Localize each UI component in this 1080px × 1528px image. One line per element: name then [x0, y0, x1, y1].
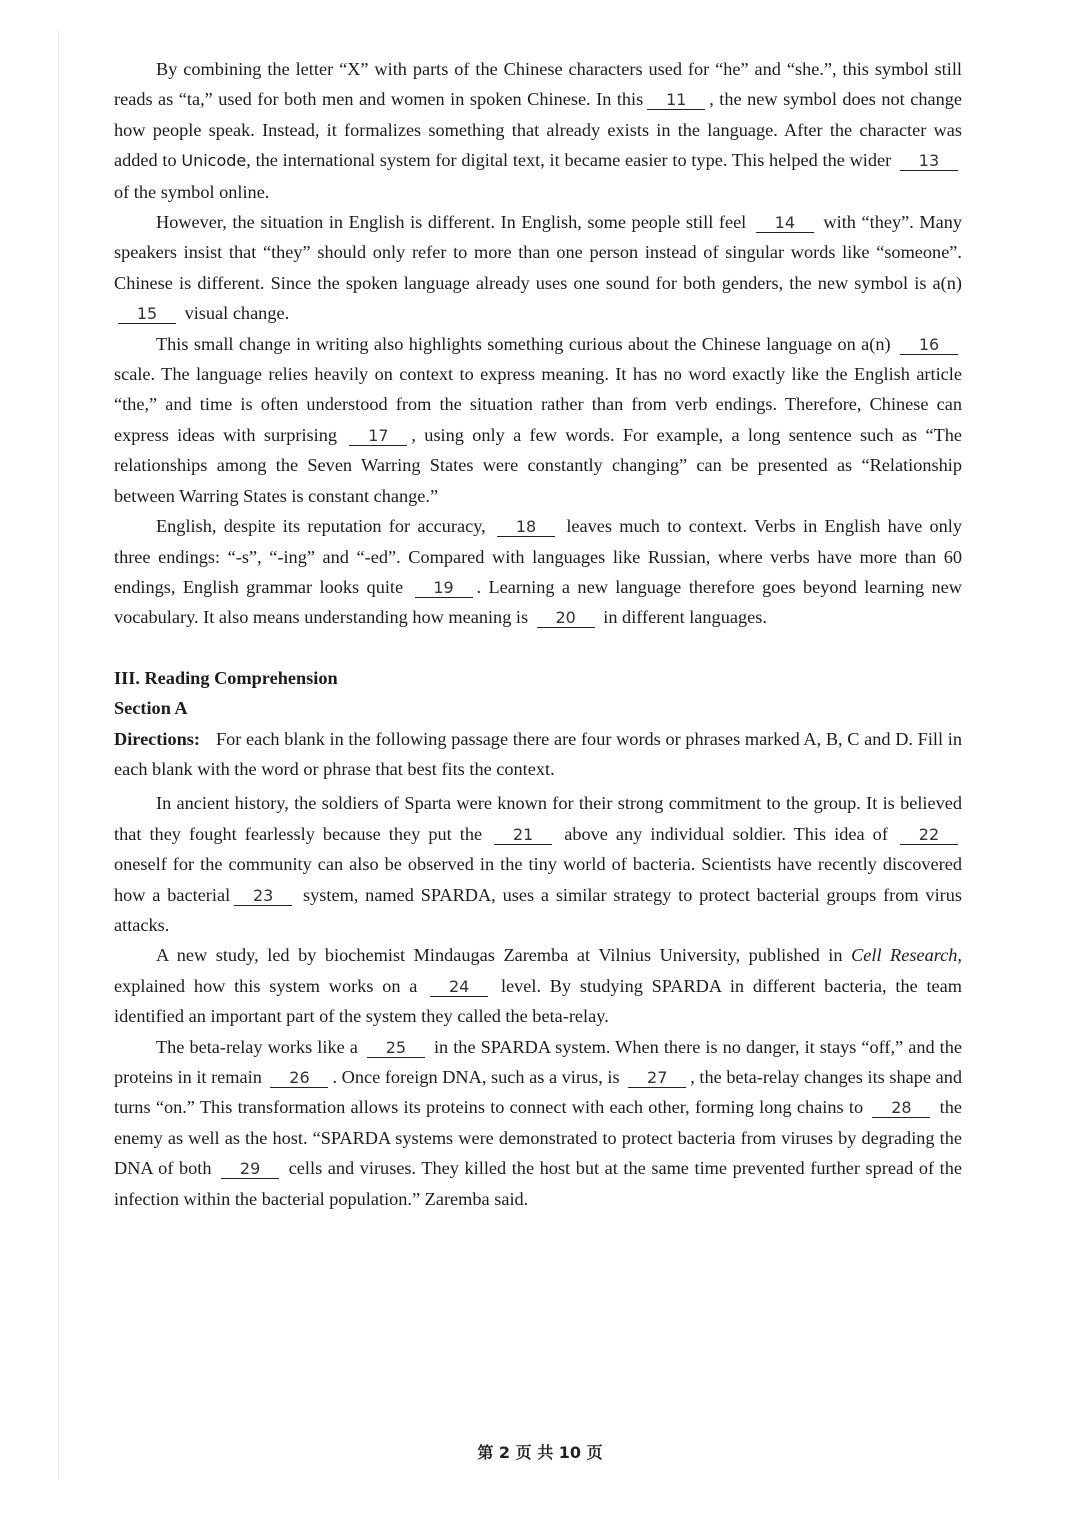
answer-blank-15: 15 [118, 304, 176, 324]
text: level. By studying SPARDA in different bacteria, the team identified an important part of the system they called the beta-relay. [114, 975, 962, 1027]
text: This small change in writing also highlights something curious about the Chinese language on a(n) [156, 333, 891, 354]
text: cells and viruses. They killed the host but at the same time prevented further spread of the infection within the bacterial population.” Zaremba said. [114, 1158, 962, 1209]
text: of the symbol online. [114, 181, 270, 202]
passage2-paragraph-2 [114, 940, 962, 1031]
text: oneself for the community can also be observed in the tiny world of bacteria. Scientists have recently discovered how a bacterial [114, 854, 962, 905]
answer-blank-22: 22 [900, 825, 958, 845]
text: with “they”. Many speakers insist that “they” should only refer to more than one person instead of singular words like “someone”. Chinese is different. Since the spoken language already uses one sound for both genders, the new symbol is a(n) [114, 212, 962, 293]
answer-blank-23: 23 [234, 886, 292, 906]
exam-page [114, 54, 962, 1214]
answer-blank-24: 24 [430, 977, 488, 997]
passage1-paragraph-3 [114, 329, 962, 511]
text: in the SPARDA system. When there is no danger, it stays “off,” and the proteins in it remain [114, 1036, 962, 1087]
text: The beta-relay works like a [156, 1036, 358, 1057]
passage1-paragraph-2 [114, 207, 962, 329]
text: system, named SPARDA, uses a similar strategy to protect bacterial groups from virus attacks. [114, 884, 962, 935]
journal-name: Cell Research [851, 945, 958, 966]
text: in different languages. [603, 607, 767, 628]
answer-blank-14: 14 [756, 213, 814, 233]
answer-blank-11: 11 [647, 90, 705, 110]
text: A new study, led by biochemist Mindaugas Zaremba at Vilnius University, published in [156, 945, 843, 966]
answer-blank-20: 20 [537, 608, 595, 628]
text: , explained how this system works on a [114, 945, 962, 996]
text: leaves much to context. Verbs in English have only three endings: “-s”, “-ing” and “-ed”. Compared with languages like Russian, where verbs have more than 60 endings, English grammar looks quite [114, 516, 962, 597]
handwritten-unicode: Unicode [181, 151, 247, 171]
page-footer: 第 2 页 共 10 页 [477, 1443, 603, 1462]
text: In ancient history, the soldiers of Sparta were known for their strong commitment to the group. It is believed that they fought fearlessly because they put the [114, 793, 962, 844]
text: scale. The language relies heavily on context to express meaning. It has no word exactly like the English article “the,” and time is often understood from the situation rather than from verb endings. Therefore, Chinese can express ideas with surprising [114, 364, 962, 445]
answer-blank-18: 18 [497, 517, 555, 537]
text: above any individual soldier. This idea of [564, 823, 888, 844]
answer-blank-19: 19 [415, 578, 473, 598]
answer-blank-29: 29 [221, 1159, 279, 1179]
directions [114, 724, 962, 785]
section-subtitle: Section A [114, 698, 188, 719]
text: . Once foreign DNA, such as a virus, is [332, 1067, 620, 1087]
answer-blank-25: 25 [367, 1038, 425, 1058]
text: However, the situation in English is different. In English, some people still feel [156, 212, 747, 233]
answer-blank-17: 17 [349, 426, 407, 446]
directions-label: Directions: [114, 728, 200, 749]
passage1-paragraph-1 [114, 54, 962, 207]
text: English, despite its reputation for accuracy, [156, 516, 486, 537]
directions-text: For each blank in the following passage there are four words or phrases marked A, B, C and D. Fill in each blank with the word or phrase that best fits the context. [114, 728, 962, 779]
text: By combining the letter “X” with parts of the Chinese characters used for “he” and “she.”, this symbol still reads as “ta,” used for both men and women in spoken Chinese. In this [114, 59, 962, 110]
answer-blank-13: 13 [900, 151, 958, 171]
section-title: III. Reading Comprehension [114, 667, 338, 688]
passage2-paragraph-3 [114, 1032, 962, 1214]
answer-blank-28: 28 [872, 1098, 930, 1118]
text: , the international system for digital text, it became easier to type. This helped the wider [246, 150, 892, 171]
text: . Learning a new language therefore goes beyond learning new vocabulary. It also means understanding how meaning is [114, 576, 962, 628]
answer-blank-16: 16 [900, 335, 958, 355]
answer-blank-21: 21 [494, 825, 552, 845]
text: , using only a few words. For example, a long sentence such as “The relationships among the Seven Warring States were constantly changing” can be presented as “Relationship between Warring States is constant change.” [114, 424, 962, 506]
passage1-paragraph-4 [114, 511, 962, 633]
answer-blank-26: 26 [270, 1068, 328, 1088]
passage2-paragraph-1 [114, 788, 962, 940]
text: , the beta-relay changes its shape and turns “on.” This transformation allows its proteins to connect with each other, forming long chains to [114, 1067, 962, 1118]
answer-blank-27: 27 [628, 1068, 686, 1088]
text: , the new symbol does not change how people speak. Instead, it formalizes something that already exists in the language. After the character was added to [114, 89, 962, 171]
page-edge-line [58, 30, 59, 1480]
text: visual change. [184, 303, 290, 324]
text: the enemy as well as the host. “SPARDA systems were demonstrated to protect bacteria from viruses by degrading the DNA of both [114, 1097, 963, 1179]
